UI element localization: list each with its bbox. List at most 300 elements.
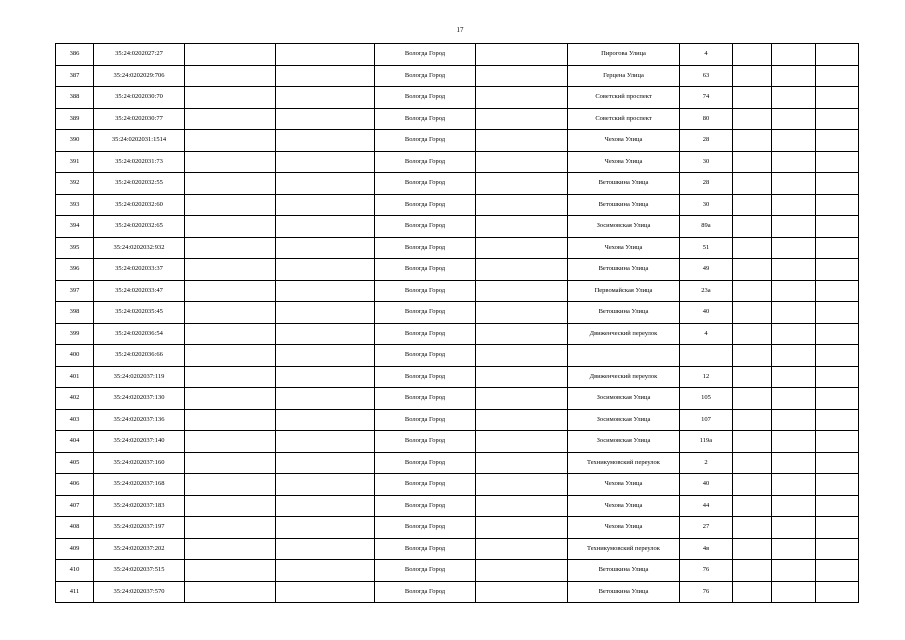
street-cell: Ветошкина Улица	[568, 194, 680, 216]
empty-cell-10	[772, 388, 816, 410]
empty-cell-4	[276, 194, 375, 216]
house-number-cell: 76	[680, 581, 733, 603]
empty-cell-6	[476, 431, 568, 453]
row-number-cell: 389	[56, 108, 94, 130]
empty-cell-3	[185, 65, 276, 87]
empty-cell-11	[816, 538, 859, 560]
cadastral-number-cell: 35:24:0202037:136	[94, 409, 185, 431]
table-row	[56, 495, 859, 517]
house-number-cell: 4	[680, 323, 733, 345]
locality-cell: Вологда Город	[375, 173, 476, 195]
empty-cell-6	[476, 130, 568, 152]
table-row	[56, 87, 859, 109]
street-cell: Зосимовская Улица	[568, 409, 680, 431]
registry-table-body	[56, 44, 859, 603]
locality-cell: Вологда Город	[375, 108, 476, 130]
empty-cell-3	[185, 302, 276, 324]
table-row	[56, 538, 859, 560]
empty-cell-4	[276, 452, 375, 474]
street-cell: Советский проспект	[568, 87, 680, 109]
empty-cell-9	[733, 280, 772, 302]
locality-cell: Вологда Город	[375, 388, 476, 410]
empty-cell-11	[816, 108, 859, 130]
row-number-cell: 398	[56, 302, 94, 324]
empty-cell-4	[276, 302, 375, 324]
empty-cell-4	[276, 409, 375, 431]
empty-cell-4	[276, 538, 375, 560]
cadastral-number-cell: 35:24:0202037:570	[94, 581, 185, 603]
empty-cell-11	[816, 173, 859, 195]
row-number-cell: 388	[56, 87, 94, 109]
empty-cell-6	[476, 452, 568, 474]
empty-cell-6	[476, 538, 568, 560]
locality-cell: Вологда Город	[375, 130, 476, 152]
row-number-cell: 411	[56, 581, 94, 603]
empty-cell-6	[476, 108, 568, 130]
empty-cell-4	[276, 431, 375, 453]
empty-cell-10	[772, 366, 816, 388]
table-row	[56, 44, 859, 66]
empty-cell-6	[476, 409, 568, 431]
row-number-cell: 386	[56, 44, 94, 66]
table-row	[56, 366, 859, 388]
empty-cell-3	[185, 216, 276, 238]
empty-cell-10	[772, 495, 816, 517]
street-cell: Чехова Улица	[568, 237, 680, 259]
empty-cell-3	[185, 194, 276, 216]
empty-cell-11	[816, 323, 859, 345]
empty-cell-9	[733, 151, 772, 173]
cadastral-number-cell: 35:24:0202036:54	[94, 323, 185, 345]
empty-cell-6	[476, 366, 568, 388]
row-number-cell: 407	[56, 495, 94, 517]
empty-cell-4	[276, 216, 375, 238]
empty-cell-6	[476, 87, 568, 109]
empty-cell-6	[476, 495, 568, 517]
empty-cell-3	[185, 388, 276, 410]
empty-cell-3	[185, 517, 276, 539]
empty-cell-9	[733, 431, 772, 453]
cadastral-number-cell: 35:24:0202033:47	[94, 280, 185, 302]
house-number-cell: 30	[680, 151, 733, 173]
empty-cell-9	[733, 581, 772, 603]
empty-cell-4	[276, 280, 375, 302]
empty-cell-10	[772, 280, 816, 302]
street-cell: Советский проспект	[568, 108, 680, 130]
empty-cell-10	[772, 44, 816, 66]
empty-cell-9	[733, 87, 772, 109]
locality-cell: Вологда Город	[375, 581, 476, 603]
empty-cell-6	[476, 560, 568, 582]
empty-cell-10	[772, 409, 816, 431]
row-number-cell: 405	[56, 452, 94, 474]
empty-cell-11	[816, 581, 859, 603]
locality-cell: Вологда Город	[375, 538, 476, 560]
empty-cell-10	[772, 517, 816, 539]
empty-cell-11	[816, 560, 859, 582]
table-row	[56, 345, 859, 367]
empty-cell-11	[816, 345, 859, 367]
empty-cell-4	[276, 87, 375, 109]
empty-cell-11	[816, 280, 859, 302]
house-number-cell: 107	[680, 409, 733, 431]
empty-cell-11	[816, 409, 859, 431]
empty-cell-9	[733, 65, 772, 87]
empty-cell-9	[733, 216, 772, 238]
empty-cell-3	[185, 108, 276, 130]
empty-cell-10	[772, 581, 816, 603]
cadastral-number-cell: 35:24:0202037:515	[94, 560, 185, 582]
row-number-cell: 406	[56, 474, 94, 496]
empty-cell-4	[276, 495, 375, 517]
table-row	[56, 560, 859, 582]
empty-cell-10	[772, 237, 816, 259]
street-cell: Первомайская Улица	[568, 280, 680, 302]
empty-cell-11	[816, 259, 859, 281]
row-number-cell: 409	[56, 538, 94, 560]
empty-cell-3	[185, 409, 276, 431]
street-cell: Чехова Улица	[568, 517, 680, 539]
house-number-cell: 28	[680, 173, 733, 195]
empty-cell-3	[185, 280, 276, 302]
empty-cell-9	[733, 259, 772, 281]
empty-cell-9	[733, 173, 772, 195]
house-number-cell: 28	[680, 130, 733, 152]
table-row	[56, 302, 859, 324]
empty-cell-10	[772, 130, 816, 152]
empty-cell-4	[276, 65, 375, 87]
row-number-cell: 399	[56, 323, 94, 345]
empty-cell-9	[733, 517, 772, 539]
table-row	[56, 65, 859, 87]
empty-cell-11	[816, 130, 859, 152]
empty-cell-3	[185, 495, 276, 517]
street-cell: Зосимовская Улица	[568, 216, 680, 238]
empty-cell-4	[276, 560, 375, 582]
empty-cell-3	[185, 323, 276, 345]
empty-cell-6	[476, 151, 568, 173]
table-row	[56, 108, 859, 130]
locality-cell: Вологда Город	[375, 560, 476, 582]
empty-cell-10	[772, 302, 816, 324]
locality-cell: Вологда Город	[375, 409, 476, 431]
empty-cell-3	[185, 173, 276, 195]
empty-cell-9	[733, 194, 772, 216]
house-number-cell: 49	[680, 259, 733, 281]
table-row	[56, 452, 859, 474]
empty-cell-9	[733, 452, 772, 474]
empty-cell-6	[476, 388, 568, 410]
row-number-cell: 395	[56, 237, 94, 259]
locality-cell: Вологда Город	[375, 259, 476, 281]
empty-cell-10	[772, 108, 816, 130]
house-number-cell: 44	[680, 495, 733, 517]
empty-cell-3	[185, 581, 276, 603]
locality-cell: Вологда Город	[375, 452, 476, 474]
empty-cell-4	[276, 130, 375, 152]
cadastral-number-cell: 35:24:0202035:45	[94, 302, 185, 324]
empty-cell-9	[733, 130, 772, 152]
empty-cell-3	[185, 431, 276, 453]
street-cell: Техникумовский переулок	[568, 452, 680, 474]
row-number-cell: 401	[56, 366, 94, 388]
street-cell: Ветошкина Улица	[568, 581, 680, 603]
street-cell: Чехова Улица	[568, 474, 680, 496]
locality-cell: Вологда Город	[375, 237, 476, 259]
street-cell: Движенческий переулок	[568, 323, 680, 345]
empty-cell-11	[816, 65, 859, 87]
street-cell	[568, 345, 680, 367]
empty-cell-9	[733, 409, 772, 431]
table-row	[56, 280, 859, 302]
table-row	[56, 130, 859, 152]
row-number-cell: 396	[56, 259, 94, 281]
cadastral-number-cell: 35:24:0202037:183	[94, 495, 185, 517]
empty-cell-3	[185, 474, 276, 496]
street-cell: Чехова Улица	[568, 495, 680, 517]
row-number-cell: 390	[56, 130, 94, 152]
empty-cell-4	[276, 237, 375, 259]
empty-cell-9	[733, 366, 772, 388]
street-cell: Чехова Улица	[568, 151, 680, 173]
empty-cell-3	[185, 259, 276, 281]
empty-cell-4	[276, 345, 375, 367]
house-number-cell: 105	[680, 388, 733, 410]
row-number-cell: 403	[56, 409, 94, 431]
row-number-cell: 397	[56, 280, 94, 302]
empty-cell-10	[772, 345, 816, 367]
house-number-cell: 4в	[680, 538, 733, 560]
cadastral-number-cell: 35:24:0202032:60	[94, 194, 185, 216]
street-cell: Чехова Улица	[568, 130, 680, 152]
empty-cell-3	[185, 345, 276, 367]
cadastral-number-cell: 35:24:0202031:73	[94, 151, 185, 173]
cadastral-number-cell: 35:24:0202037:130	[94, 388, 185, 410]
empty-cell-10	[772, 194, 816, 216]
locality-cell: Вологда Город	[375, 345, 476, 367]
empty-cell-6	[476, 474, 568, 496]
table-row	[56, 173, 859, 195]
empty-cell-11	[816, 87, 859, 109]
empty-cell-4	[276, 108, 375, 130]
table-row	[56, 151, 859, 173]
empty-cell-6	[476, 302, 568, 324]
empty-cell-6	[476, 237, 568, 259]
empty-cell-3	[185, 44, 276, 66]
empty-cell-11	[816, 517, 859, 539]
row-number-cell: 410	[56, 560, 94, 582]
table-row	[56, 388, 859, 410]
locality-cell: Вологда Город	[375, 216, 476, 238]
empty-cell-10	[772, 173, 816, 195]
table-row	[56, 259, 859, 281]
cadastral-number-cell: 35:24:0202037:168	[94, 474, 185, 496]
empty-cell-6	[476, 345, 568, 367]
row-number-cell: 402	[56, 388, 94, 410]
empty-cell-9	[733, 302, 772, 324]
street-cell: Герцена Улица	[568, 65, 680, 87]
cadastral-number-cell: 35:24:0202037:202	[94, 538, 185, 560]
empty-cell-9	[733, 44, 772, 66]
empty-cell-6	[476, 65, 568, 87]
house-number-cell: 2	[680, 452, 733, 474]
empty-cell-6	[476, 323, 568, 345]
locality-cell: Вологда Город	[375, 65, 476, 87]
empty-cell-4	[276, 259, 375, 281]
row-number-cell: 394	[56, 216, 94, 238]
cadastral-number-cell: 35:24:0202037:119	[94, 366, 185, 388]
empty-cell-11	[816, 216, 859, 238]
empty-cell-9	[733, 495, 772, 517]
empty-cell-9	[733, 388, 772, 410]
empty-cell-11	[816, 151, 859, 173]
empty-cell-11	[816, 452, 859, 474]
house-number-cell: 27	[680, 517, 733, 539]
table-row	[56, 581, 859, 603]
empty-cell-9	[733, 237, 772, 259]
table-row	[56, 474, 859, 496]
empty-cell-11	[816, 431, 859, 453]
house-number-cell: 76	[680, 560, 733, 582]
table-row	[56, 194, 859, 216]
empty-cell-10	[772, 151, 816, 173]
empty-cell-11	[816, 302, 859, 324]
empty-cell-11	[816, 474, 859, 496]
table-row	[56, 216, 859, 238]
locality-cell: Вологда Город	[375, 495, 476, 517]
street-cell: Ветошкина Улица	[568, 302, 680, 324]
empty-cell-9	[733, 474, 772, 496]
cadastral-number-cell: 35:24:0202033:37	[94, 259, 185, 281]
empty-cell-3	[185, 151, 276, 173]
cadastral-number-cell: 35:24:0202030:77	[94, 108, 185, 130]
empty-cell-10	[772, 323, 816, 345]
locality-cell: Вологда Город	[375, 302, 476, 324]
empty-cell-6	[476, 259, 568, 281]
cadastral-number-cell: 35:24:0202037:160	[94, 452, 185, 474]
row-number-cell: 392	[56, 173, 94, 195]
empty-cell-11	[816, 388, 859, 410]
empty-cell-10	[772, 87, 816, 109]
empty-cell-3	[185, 130, 276, 152]
locality-cell: Вологда Город	[375, 517, 476, 539]
cadastral-number-cell: 35:24:0202032:932	[94, 237, 185, 259]
house-number-cell: 119а	[680, 431, 733, 453]
locality-cell: Вологда Город	[375, 323, 476, 345]
empty-cell-11	[816, 194, 859, 216]
locality-cell: Вологда Город	[375, 280, 476, 302]
cadastral-number-cell: 35:24:0202036:66	[94, 345, 185, 367]
table-row	[56, 431, 859, 453]
empty-cell-10	[772, 431, 816, 453]
empty-cell-3	[185, 452, 276, 474]
cadastral-number-cell: 35:24:0202032:55	[94, 173, 185, 195]
house-number-cell: 40	[680, 474, 733, 496]
house-number-cell: 30	[680, 194, 733, 216]
empty-cell-4	[276, 581, 375, 603]
house-number-cell: 51	[680, 237, 733, 259]
street-cell: Ветошкина Улица	[568, 173, 680, 195]
cadastral-number-cell: 35:24:0202030:70	[94, 87, 185, 109]
cadastral-number-cell: 35:24:0202027:27	[94, 44, 185, 66]
empty-cell-11	[816, 495, 859, 517]
street-cell: Движенческий переулок	[568, 366, 680, 388]
empty-cell-10	[772, 452, 816, 474]
street-cell: Зосимовская Улица	[568, 431, 680, 453]
empty-cell-6	[476, 44, 568, 66]
empty-cell-9	[733, 345, 772, 367]
row-number-cell: 400	[56, 345, 94, 367]
empty-cell-3	[185, 237, 276, 259]
empty-cell-3	[185, 560, 276, 582]
street-cell: Зосимовская Улица	[568, 388, 680, 410]
empty-cell-3	[185, 366, 276, 388]
cadastral-number-cell: 35:24:0202037:140	[94, 431, 185, 453]
empty-cell-6	[476, 216, 568, 238]
empty-cell-10	[772, 65, 816, 87]
empty-cell-4	[276, 388, 375, 410]
house-number-cell: 74	[680, 87, 733, 109]
cadastral-number-cell: 35:24:0202029:706	[94, 65, 185, 87]
cadastral-number-cell: 35:24:0202032:65	[94, 216, 185, 238]
locality-cell: Вологда Город	[375, 87, 476, 109]
house-number-cell: 63	[680, 65, 733, 87]
table-row	[56, 517, 859, 539]
empty-cell-10	[772, 538, 816, 560]
street-cell: Ветошкина Улица	[568, 560, 680, 582]
house-number-cell: 80	[680, 108, 733, 130]
table-row	[56, 323, 859, 345]
empty-cell-6	[476, 194, 568, 216]
house-number-cell: 12	[680, 366, 733, 388]
street-cell: Техникумовский переулок	[568, 538, 680, 560]
empty-cell-9	[733, 323, 772, 345]
row-number-cell: 391	[56, 151, 94, 173]
house-number-cell	[680, 345, 733, 367]
row-number-cell: 393	[56, 194, 94, 216]
empty-cell-10	[772, 259, 816, 281]
row-number-cell: 408	[56, 517, 94, 539]
locality-cell: Вологда Город	[375, 194, 476, 216]
house-number-cell: 89а	[680, 216, 733, 238]
table-row	[56, 237, 859, 259]
empty-cell-6	[476, 517, 568, 539]
empty-cell-4	[276, 474, 375, 496]
row-number-cell: 404	[56, 431, 94, 453]
empty-cell-4	[276, 173, 375, 195]
locality-cell: Вологда Город	[375, 431, 476, 453]
empty-cell-9	[733, 108, 772, 130]
empty-cell-11	[816, 237, 859, 259]
empty-cell-6	[476, 173, 568, 195]
locality-cell: Вологда Город	[375, 474, 476, 496]
empty-cell-6	[476, 581, 568, 603]
empty-cell-6	[476, 280, 568, 302]
row-number-cell: 387	[56, 65, 94, 87]
table-row	[56, 409, 859, 431]
empty-cell-3	[185, 87, 276, 109]
empty-cell-4	[276, 44, 375, 66]
house-number-cell: 23а	[680, 280, 733, 302]
empty-cell-10	[772, 474, 816, 496]
cadastral-number-cell: 35:24:0202031:1514	[94, 130, 185, 152]
empty-cell-4	[276, 366, 375, 388]
house-number-cell: 4	[680, 44, 733, 66]
empty-cell-11	[816, 44, 859, 66]
empty-cell-10	[772, 216, 816, 238]
street-cell: Ветошкина Улица	[568, 259, 680, 281]
street-cell: Пирогова Улица	[568, 44, 680, 66]
